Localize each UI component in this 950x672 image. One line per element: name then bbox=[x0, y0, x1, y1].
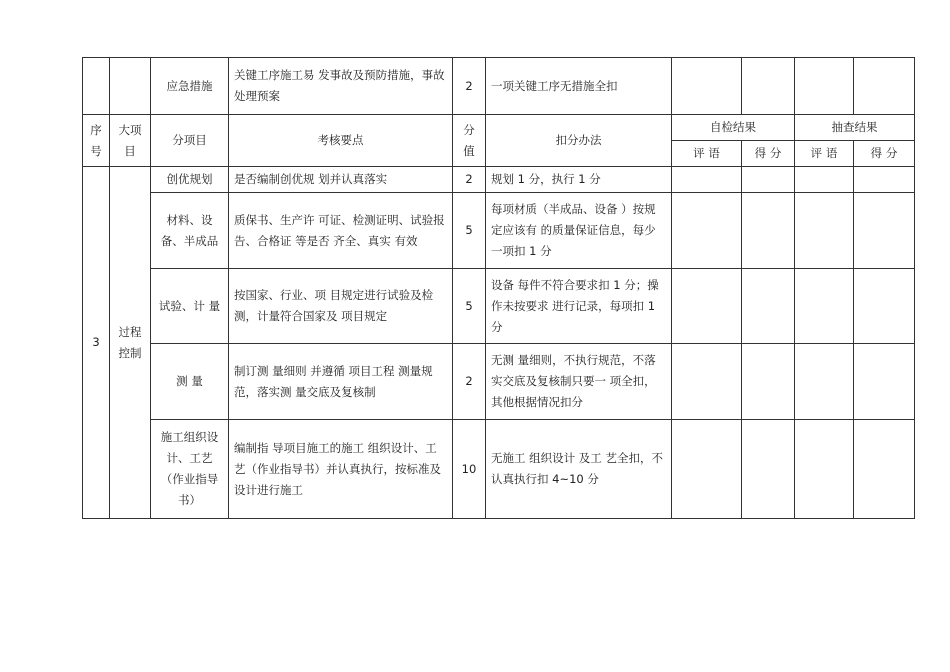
header-seq-1: 序 bbox=[90, 122, 102, 137]
row-spot-points bbox=[854, 420, 915, 519]
header-self-check: 自检结果 bbox=[672, 115, 795, 141]
top-row bbox=[83, 58, 915, 115]
row-self-comment bbox=[672, 344, 742, 420]
header-deduction: 扣分办法 bbox=[486, 115, 672, 167]
row-key-point: 按国家、行业、项 目规定进行试验及检测，计量符合国家及 项目规定 bbox=[229, 269, 453, 344]
header-score-2: 值 bbox=[463, 143, 475, 158]
row-deduction: 规划 1 分，执行 1 分 bbox=[486, 167, 672, 193]
header-spot-points: 得 分 bbox=[854, 141, 915, 167]
row-key-point: 制订测 量细则 并遵循 项目工程 测量规范，落实测 量交底及复核制 bbox=[229, 344, 453, 420]
row-spot-points bbox=[854, 193, 915, 269]
table-row bbox=[83, 344, 915, 420]
row-sub-item: 施工组织设计、工艺（作业指导书） bbox=[151, 420, 229, 519]
row-spot-points bbox=[854, 167, 915, 193]
row-deduction: 无测 量细则，不执行规范，不落实交底及复核制只要一 项全扣，其他根据情况扣分 bbox=[486, 344, 672, 420]
section-name-2: 控制 bbox=[118, 345, 142, 360]
row-self-comment bbox=[672, 193, 742, 269]
row-spot-points bbox=[854, 269, 915, 344]
row-sub-item: 创优规划 bbox=[151, 167, 229, 193]
row-sub-item: 试验、计 量 bbox=[151, 269, 229, 344]
top-key-point: 关键工序施工易 发事故及预防措施，事故 处理预案 bbox=[229, 58, 453, 115]
row-spot-comment bbox=[795, 193, 854, 269]
table-row bbox=[83, 193, 915, 269]
evaluation-table bbox=[82, 57, 915, 519]
row-self-points bbox=[742, 269, 795, 344]
table-row bbox=[83, 167, 915, 193]
header-score bbox=[453, 115, 486, 167]
top-spot-comment bbox=[795, 58, 854, 115]
header-key-point: 考核要点 bbox=[229, 115, 453, 167]
header-spot-comment: 评 语 bbox=[795, 141, 854, 167]
header-spot-check: 抽查结果 bbox=[795, 115, 915, 141]
row-deduction: 无施工 组织设计 及工 艺全扣，不认真执行扣 4~10 分 bbox=[486, 420, 672, 519]
row-self-points bbox=[742, 420, 795, 519]
row-key-point: 质保书、生产许 可证、检测证明、试验报告、合格证 等是否 齐全、真实 有效 bbox=[229, 193, 453, 269]
row-self-comment bbox=[672, 167, 742, 193]
section-name bbox=[110, 167, 151, 519]
header-self-points: 得 分 bbox=[742, 141, 795, 167]
header-major bbox=[110, 115, 151, 167]
row-self-points bbox=[742, 344, 795, 420]
header-score-1: 分 bbox=[463, 122, 475, 137]
row-score: 2 bbox=[453, 167, 486, 193]
section-number: 3 bbox=[83, 167, 110, 519]
top-seq-cell bbox=[83, 58, 110, 115]
row-self-points bbox=[742, 193, 795, 269]
top-score: 2 bbox=[453, 58, 486, 115]
section-name-1: 过程 bbox=[118, 324, 142, 339]
row-deduction: 设备 每件不符合要求扣 1 分；操作未按要求 进行记录，每项扣 1 分 bbox=[486, 269, 672, 344]
top-major-cell bbox=[110, 58, 151, 115]
row-spot-comment bbox=[795, 167, 854, 193]
row-score: 5 bbox=[453, 269, 486, 344]
row-self-comment bbox=[672, 420, 742, 519]
row-key-point: 编制指 导项目施工的施工 组织设计、工艺（作业指导书）并认真执行，按标准及设计进行施工 bbox=[229, 420, 453, 519]
header-self-comment: 评 语 bbox=[672, 141, 742, 167]
top-spot-points bbox=[854, 58, 915, 115]
top-self-points bbox=[742, 58, 795, 115]
table-row bbox=[83, 420, 915, 519]
row-self-points bbox=[742, 167, 795, 193]
top-self-comment bbox=[672, 58, 742, 115]
row-key-point: 是否编制创优规 划并认真落实 bbox=[229, 167, 453, 193]
row-deduction: 每项材质（半成品、设备 ）按规定应该有 的质量保证信息，每少一项扣 1 分 bbox=[486, 193, 672, 269]
row-sub-item: 材料、设备、半成品 bbox=[151, 193, 229, 269]
row-score: 2 bbox=[453, 344, 486, 420]
row-spot-comment bbox=[795, 420, 854, 519]
header-major-1: 大项 bbox=[118, 122, 142, 137]
row-score: 10 bbox=[453, 420, 486, 519]
header-seq bbox=[83, 115, 110, 167]
top-deduction: 一项关键工序无措施全扣 bbox=[486, 58, 672, 115]
header-row-1 bbox=[83, 115, 915, 141]
header-major-2: 目 bbox=[124, 143, 136, 158]
row-score: 5 bbox=[453, 193, 486, 269]
row-spot-comment bbox=[795, 269, 854, 344]
row-spot-points bbox=[854, 344, 915, 420]
row-spot-comment bbox=[795, 344, 854, 420]
header-sub-item: 分项目 bbox=[151, 115, 229, 167]
row-self-comment bbox=[672, 269, 742, 344]
header-seq-2: 号 bbox=[90, 143, 102, 158]
table-row bbox=[83, 269, 915, 344]
row-sub-item: 测 量 bbox=[151, 344, 229, 420]
top-sub-item: 应急措施 bbox=[151, 58, 229, 115]
